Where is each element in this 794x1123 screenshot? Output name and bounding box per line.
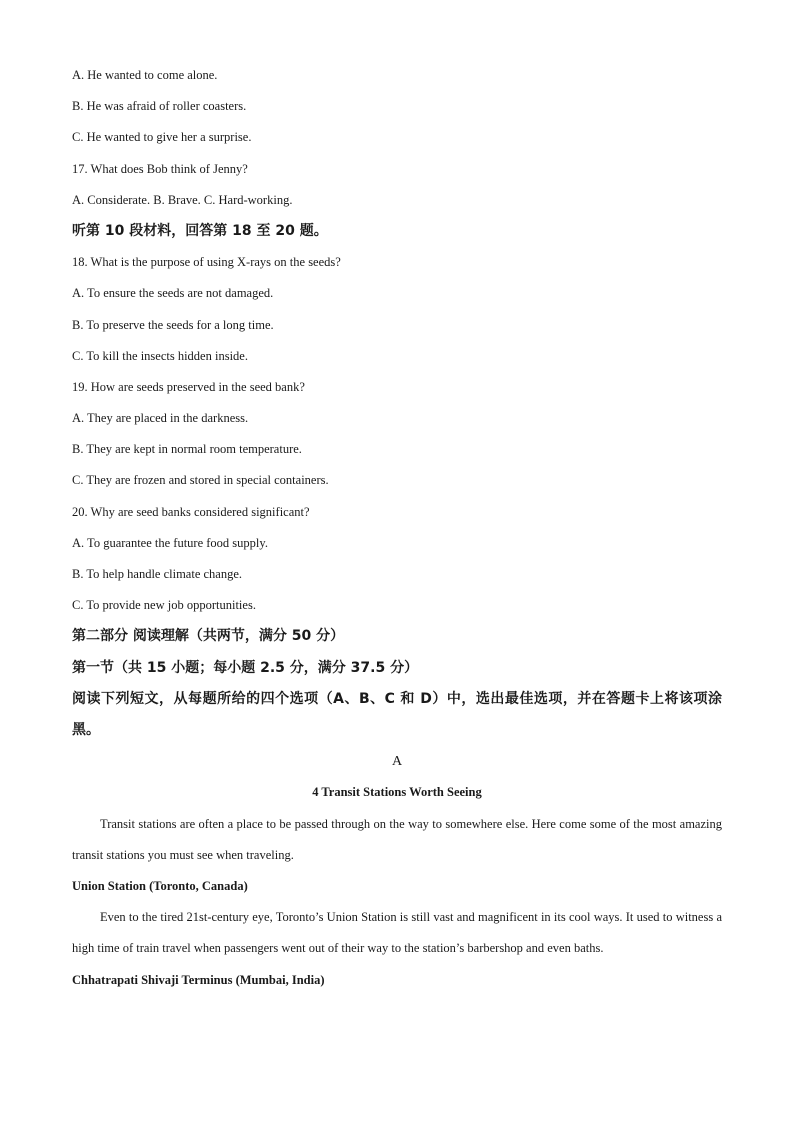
q19-option-c: C. They are frozen and stored in special containers. bbox=[72, 473, 329, 488]
passage-title: 4 Transit Stations Worth Seeing bbox=[312, 785, 482, 800]
q19-option-a: A. They are placed in the darkness. bbox=[72, 411, 249, 426]
section1-title: 第一节（共 15 小题；每小题 2.5 分，满分 37.5 分） bbox=[72, 659, 419, 676]
q16-option-c: C. He wanted to give her a surprise. bbox=[72, 130, 252, 145]
passage-intro: Transit stations are often a place to be passed through on the way to somewhere else. Here come some of the most amazing transit stations you must see when traveling. bbox=[72, 816, 722, 862]
q20-option-a: A. To guarantee the future food supply. bbox=[72, 535, 268, 550]
station1-text: Even to the tired 21st-century eye, Toronto’s Union Station is still vast and magnificent in its cool ways. It used to witness a high time of train travel when passengers went out of their way to the station’s barbershop and even baths. bbox=[72, 910, 722, 956]
q17-question: 17. What does Bob think of Jenny? bbox=[72, 161, 248, 176]
q16-option-b: B. He was afraid of roller coasters. bbox=[72, 99, 247, 114]
q18-option-c: C. To kill the insects hidden inside. bbox=[72, 348, 248, 363]
part2-title: 第二部分 阅读理解（共两节，满分 50 分） bbox=[72, 628, 345, 645]
reading-instruction: 阅读下列短文，从每题所给的四个选项（A、B、C 和 D）中，选出最佳选项，并在答题卡上将该项涂黑。 bbox=[72, 690, 722, 738]
q20-question: 20. Why are seed banks considered significant? bbox=[72, 504, 310, 519]
station1-heading: Union Station (Toronto, Canada) bbox=[72, 878, 248, 893]
q18-option-b: B. To preserve the seeds for a long time. bbox=[72, 317, 274, 332]
passage-label: A bbox=[391, 754, 403, 770]
q16-option-a: A. He wanted to come alone. bbox=[72, 68, 218, 82]
q18-question: 18. What is the purpose of using X-rays on the seeds? bbox=[72, 255, 341, 270]
q17-options: A. Considerate. B. Brave. C. Hard-working. bbox=[72, 192, 293, 207]
q19-option-b: B. They are kept in normal room temperature. bbox=[72, 442, 302, 457]
section10-instruction: 听第 10 段材料，回答第 18 至 20 题。 bbox=[72, 222, 328, 239]
q20-option-c: C. To provide new job opportunities. bbox=[72, 598, 256, 613]
station2-heading: Chhatrapati Shivaji Terminus (Mumbai, India) bbox=[72, 972, 325, 987]
q20-option-b: B. To help handle climate change. bbox=[72, 567, 243, 581]
q19-question: 19. How are seeds preserved in the seed bank? bbox=[72, 379, 305, 394]
q18-option-a: A. To ensure the seeds are not damaged. bbox=[72, 286, 274, 301]
document-page bbox=[72, 60, 722, 996]
